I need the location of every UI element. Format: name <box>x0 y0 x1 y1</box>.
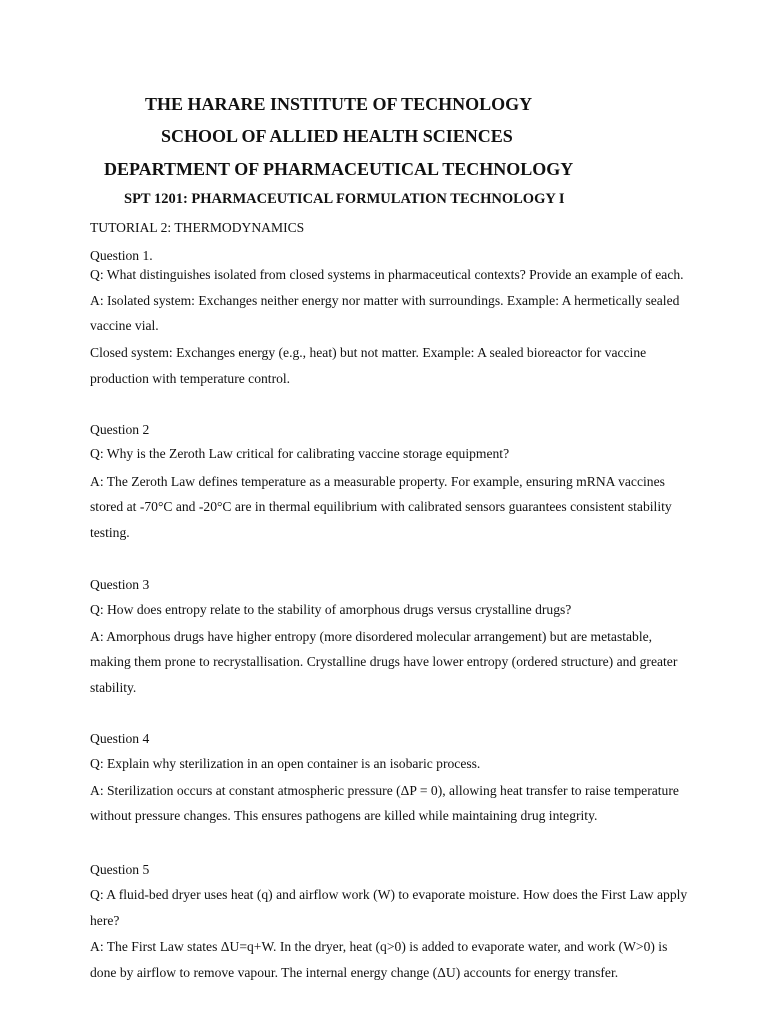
answer-3-line-2: making them prone to recrystallisation. Crystalline drugs have lower entropy (ordered structure) and greater <box>90 654 678 669</box>
answer-2-line-3: testing. <box>90 525 130 540</box>
question-5-text-line-1: Q: A fluid-bed dryer uses heat (q) and airflow work (W) to evaporate moisture. How does the First Law apply <box>90 887 688 902</box>
question-3-text: Q: How does entropy relate to the stability of amorphous drugs versus crystalline drugs? <box>90 602 572 617</box>
question-2-label: Question 2 <box>90 422 150 437</box>
school-heading: SCHOOL OF ALLIED HEALTH SCIENCES <box>161 126 513 146</box>
question-4-label: Question 4 <box>90 731 150 746</box>
course-heading: SPT 1201: PHARMACEUTICAL FORMULATION TECHNOLOGY I <box>124 191 565 207</box>
answer-1-line-1: A: Isolated system: Exchanges neither energy nor matter with surroundings. Example: A hermetically sealed <box>90 293 680 308</box>
answer-4-line-1: A: Sterilization occurs at constant atmospheric pressure (ΔP = 0), allowing heat transfer to raise temperature <box>90 783 679 798</box>
question-2-text: Q: Why is the Zeroth Law critical for calibrating vaccine storage equipment? <box>90 446 510 461</box>
answer-1-line-3: Closed system: Exchanges energy (e.g., heat) but not matter. Example: A sealed bioreactor for vaccine <box>90 345 647 360</box>
question-5-text-line-2: here? <box>90 913 120 928</box>
question-5-label: Question 5 <box>90 862 150 877</box>
department-heading: DEPARTMENT OF PHARMACEUTICAL TECHNOLOGY <box>104 159 574 179</box>
answer-3-line-1: A: Amorphous drugs have higher entropy (more disordered molecular arrangement) but are metastable, <box>90 629 653 644</box>
answer-2-line-1: A: The Zeroth Law defines temperature as a measurable property. For example, ensuring mRNA vaccines <box>90 474 665 489</box>
question-4-text: Q: Explain why sterilization in an open container is an isobaric process. <box>90 756 481 771</box>
institute-heading: THE HARARE INSTITUTE OF TECHNOLOGY <box>145 94 533 114</box>
question-1-text: Q: What distinguishes isolated from closed systems in pharmaceutical contexts? Provide an example of each. <box>90 267 684 282</box>
answer-5-line-2: done by airflow to remove vapour. The internal energy change (ΔU) accounts for energy transfer. <box>90 965 619 980</box>
question-3-label: Question 3 <box>90 577 150 592</box>
question-1-label: Question 1. <box>90 248 153 263</box>
answer-5-line-1: A: The First Law states ΔU=q+W. In the dryer, heat (q>0) is added to evaporate water, and work (W>0) is <box>90 939 668 954</box>
answer-4-line-2: without pressure changes. This ensures pathogens are killed while maintaining drug integrity. <box>90 808 598 823</box>
answer-3-line-3: stability. <box>90 680 137 695</box>
tutorial-title: TUTORIAL 2: THERMODYNAMICS <box>90 220 305 235</box>
answer-2-line-2: stored at -70°C and -20°C are in thermal equilibrium with calibrated sensors guarantees consistent stability <box>90 499 672 514</box>
answer-1-line-2: vaccine vial. <box>90 318 159 333</box>
answer-1-line-4: production with temperature control. <box>90 371 291 386</box>
